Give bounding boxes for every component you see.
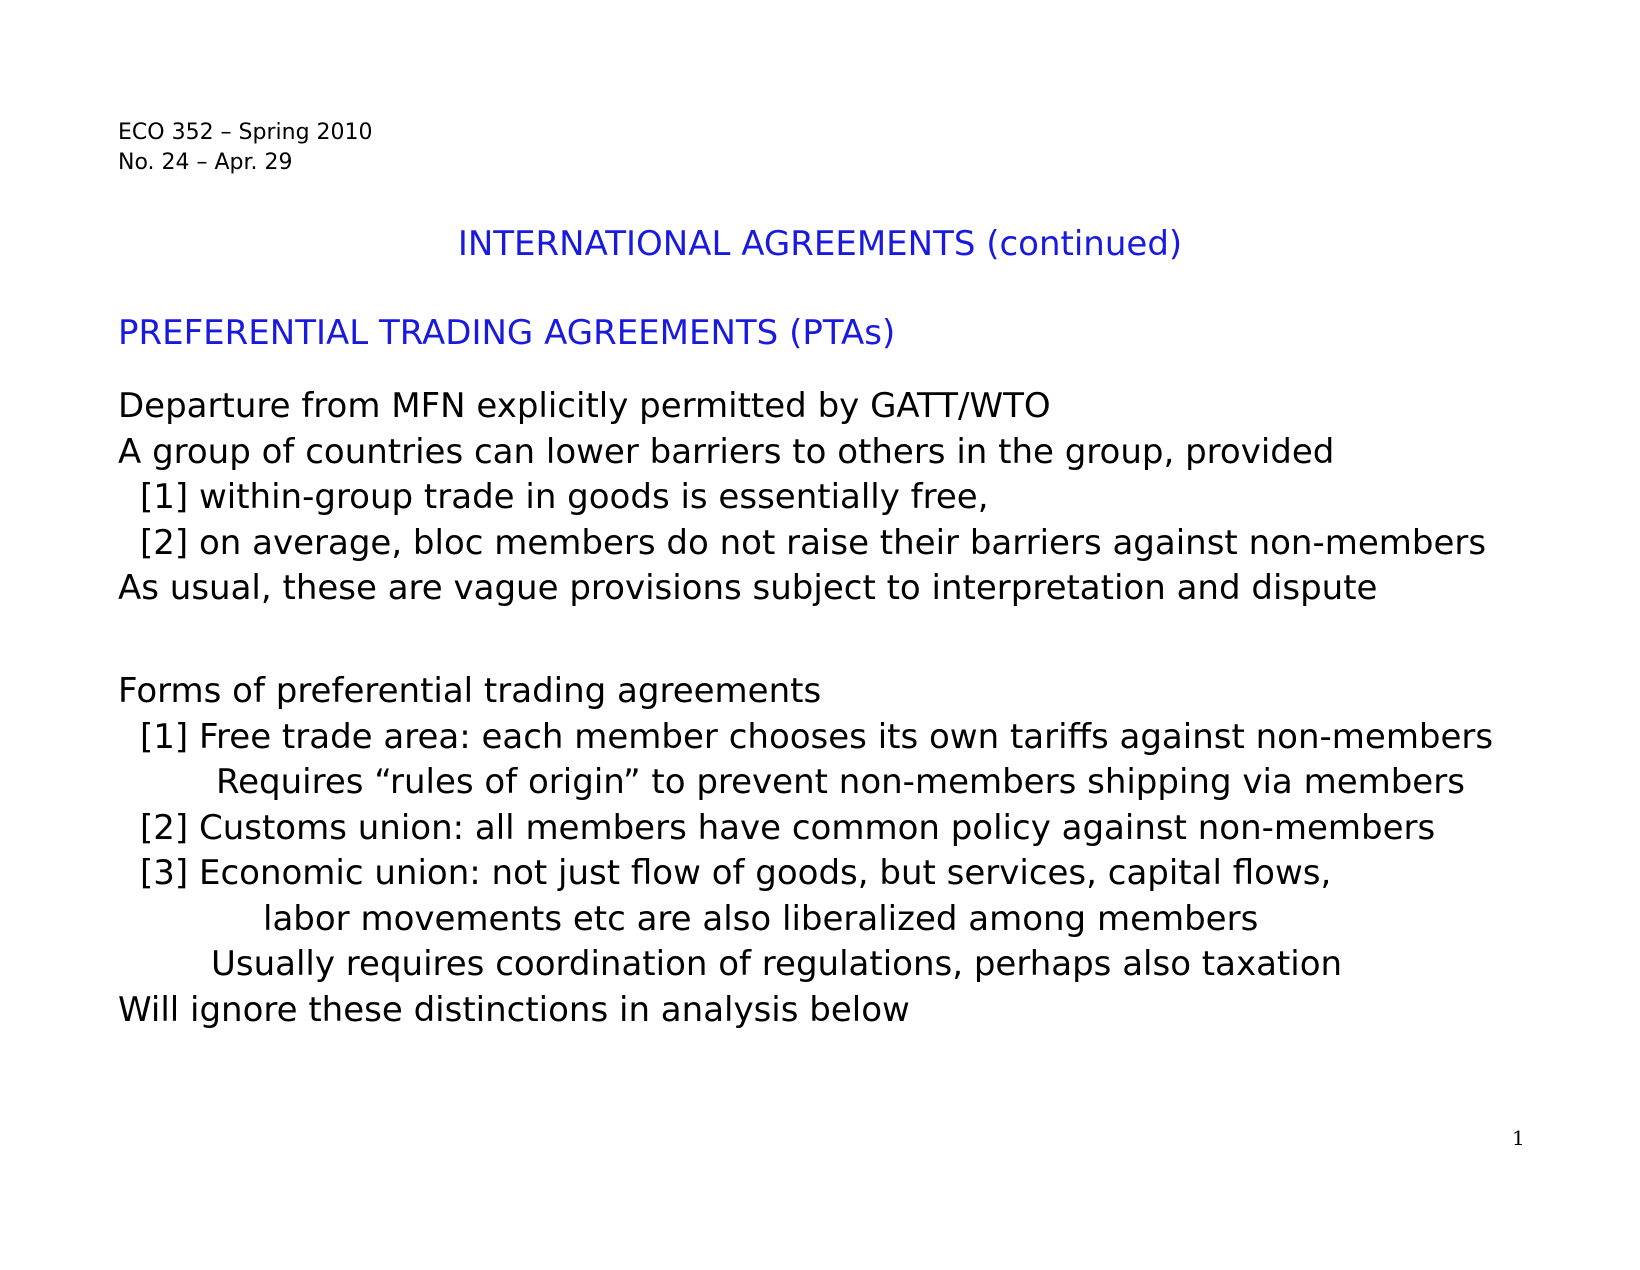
list-item: [1] Free trade area: each member chooses its own tariffs against non-members — [140, 716, 1494, 757]
paragraph-forms — [118, 669, 1493, 1033]
slide-title-text: INTERNATIONAL AGREEMENTS (continued) — [457, 224, 1183, 264]
paragraph-mfn — [118, 384, 1486, 612]
text-line: Departure from MFN explicitly permitted by GATT/WTO — [118, 386, 1051, 426]
list-item: [2] Customs union: all members have common policy against non-members — [140, 807, 1436, 848]
slide-title — [0, 222, 1640, 266]
list-item: [2] on average, bloc members do not raise their barriers against non-members — [140, 522, 1487, 563]
list-item: [3] Economic union: not just flow of goods, but services, capital flows, — [140, 853, 1332, 893]
sub-item: Requires “rules of origin” to prevent non-members shipping via members — [216, 762, 1465, 802]
sub-item: labor movements etc are also liberalized among members — [263, 898, 1259, 939]
section-heading: PREFERENTIAL TRADING AGREEMENTS (PTAs) — [118, 313, 896, 353]
page-number: 1 — [1512, 1126, 1525, 1150]
text-line: Forms of preferential trading agreements — [118, 671, 822, 711]
text-line: A group of countries can lower barriers to others in the group, provided — [118, 431, 1335, 472]
sub-item: Usually requires coordination of regulations, perhaps also taxation — [211, 944, 1343, 984]
lecture-label: No. 24 – Apr. 29 — [118, 150, 293, 175]
text-line: Will ignore these distinctions in analysis below — [118, 989, 910, 1030]
text-line: As usual, these are vague provisions subject to interpretation and dispute — [118, 568, 1378, 608]
slide-header — [118, 118, 373, 178]
list-item: [1] within-group trade in goods is essentially free, — [140, 477, 989, 517]
course-label: ECO 352 – Spring 2010 — [118, 120, 373, 145]
